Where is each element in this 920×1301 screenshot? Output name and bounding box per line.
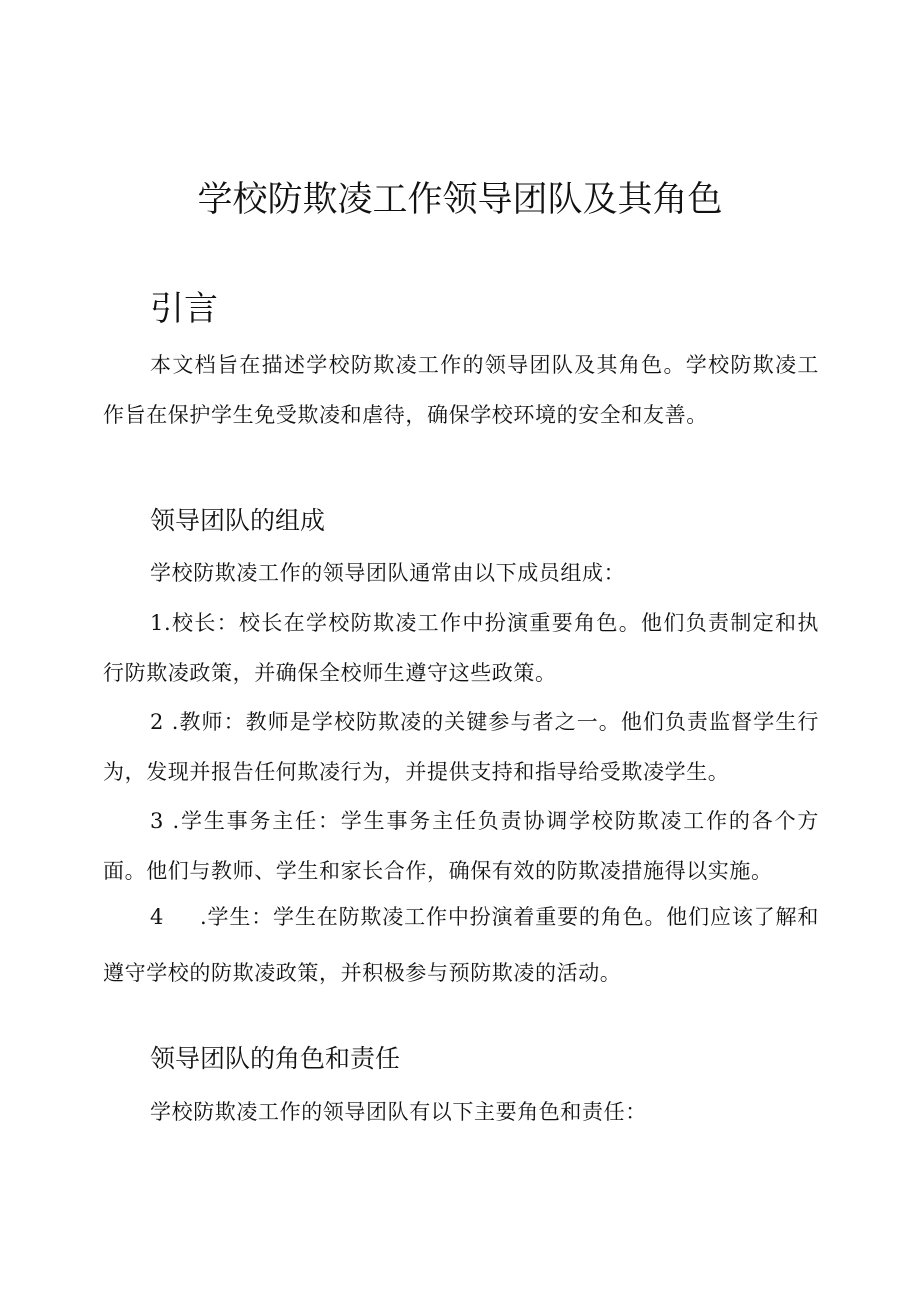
list-item-number: 1. <box>150 611 172 635</box>
section-heading-introduction: 引言 <box>150 289 218 329</box>
document-title: 学校防欺凌工作领导团队及其角色 <box>197 180 723 220</box>
list-item-text: .教师：教师是学校防欺凌的关键参与者之一。他们负责监督学生行为，发现并报告任何欺凌行为，并提供支持和指导给受欺凌学生。 <box>103 710 819 784</box>
introduction-paragraph: 本文档旨在描述学校防欺凌工作的领导团队及其角色。学校防欺凌工作旨在保护学生免受欺凌和虐待，确保学校环境的安全和友善。 <box>103 353 819 427</box>
roles-responsibilities-intro: 学校防欺凌工作的领导团队有以下主要角色和责任： <box>150 1100 647 1124</box>
team-composition-intro: 学校防欺凌工作的领导团队通常由以下成员组成： <box>150 561 626 585</box>
list-item-text: 校长：校长在学校防欺凌工作中扮演重要角色。他们负责制定和执行防欺凌政策，并确保全校师生遵守这些政策。 <box>103 611 819 685</box>
list-item-student <box>103 889 819 1001</box>
list-item-number: 3 <box>150 809 164 833</box>
list-item-number: 4 <box>150 905 164 929</box>
list-item-student-affairs-director <box>103 796 819 896</box>
list-item-number: 2 <box>150 710 164 734</box>
list-item-principal <box>103 598 819 698</box>
section-heading-team-composition: 领导团队的组成 <box>150 506 326 535</box>
list-item-text: .学生：学生在防欺凌工作中扮演着重要的角色。他们应该了解和遵守学校的防欺凌政策，并积极参与预防欺凌的活动。 <box>103 905 819 985</box>
list-item-text: .学生事务主任：学生事务主任负责协调学校防欺凌工作的各个方面。他们与教师、学生和家长合作，确保有效的防欺凌措施得以实施。 <box>103 809 819 883</box>
list-item-teacher <box>103 697 819 797</box>
section-heading-roles-responsibilities: 领导团队的角色和责任 <box>150 1044 401 1073</box>
